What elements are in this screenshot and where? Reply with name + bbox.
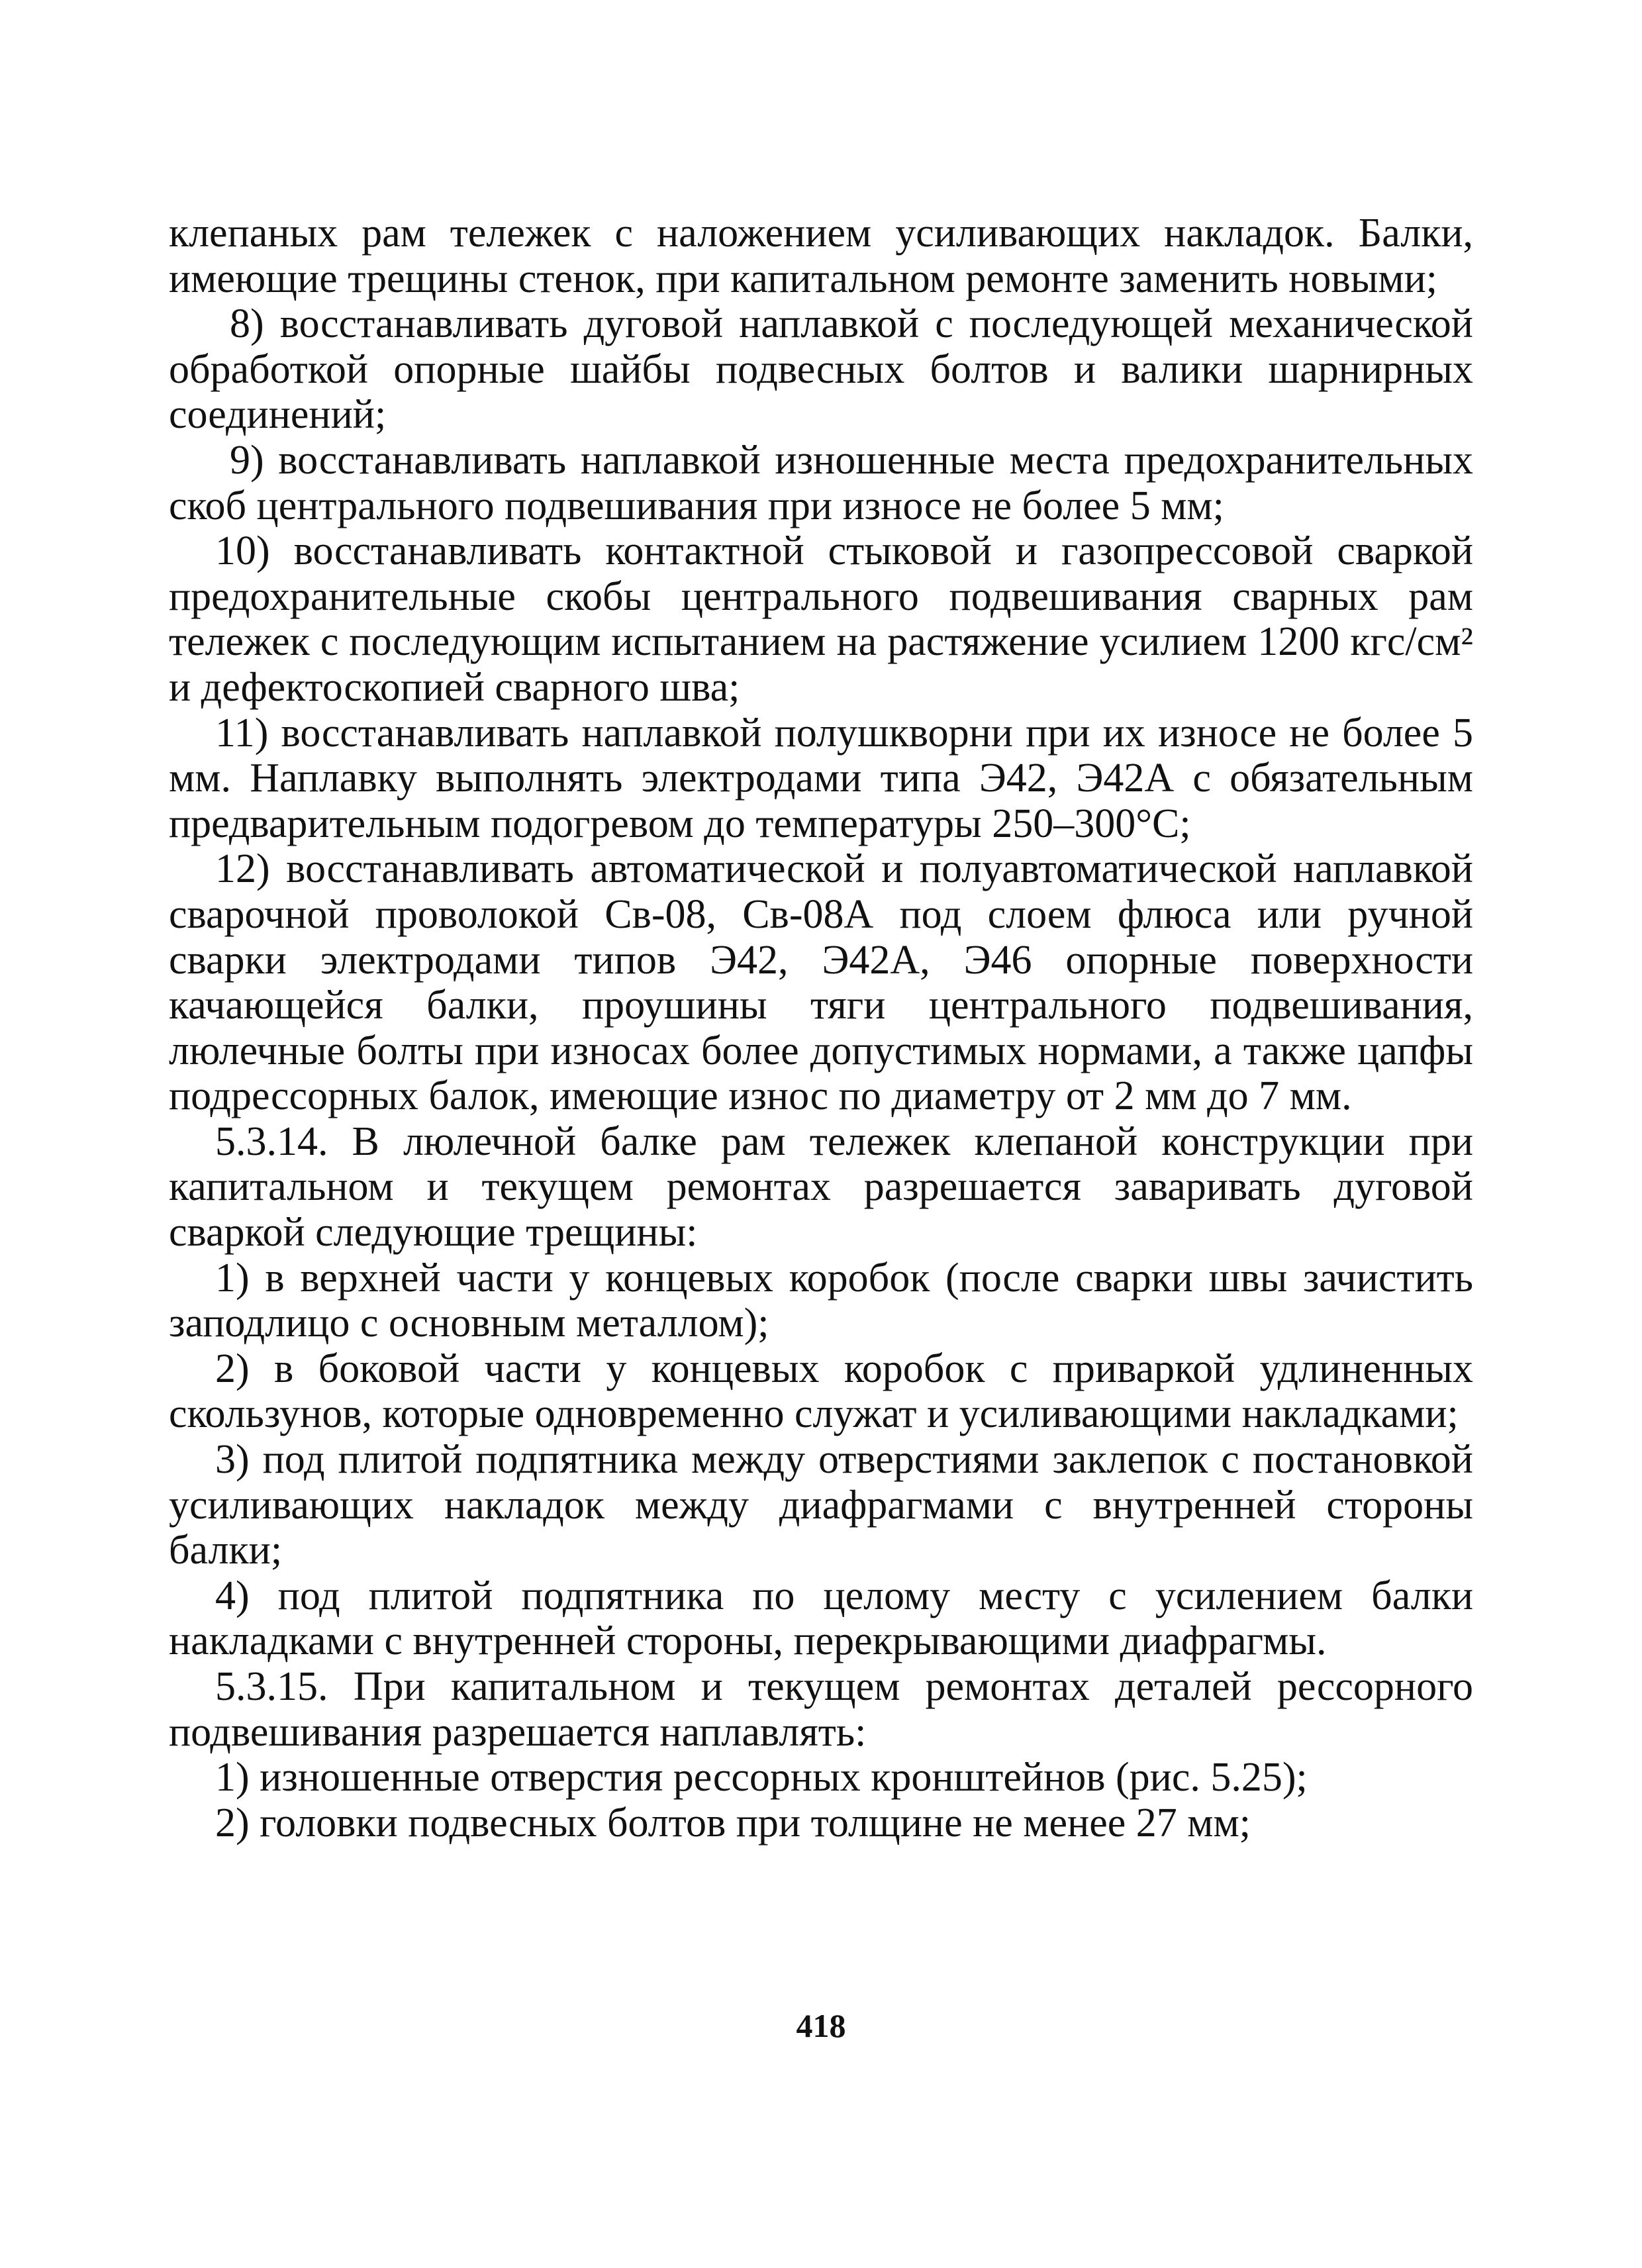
page-number: 418 — [796, 2007, 846, 2044]
crack-item-2: 2) в боковой части у концевых коробок с приваркой удлиненных скользунов, которые одновременно служат и усиливающими накладками; — [169, 1346, 1473, 1437]
body-text — [169, 211, 1473, 1846]
list-item-11: 11) восстанавливать наплавкой полушкворни при их износе не более 5 мм. Наплавку выполнять электродами типа Э42, Э42А с обязательным предварительным подогревом до температуры 250–300°С; — [169, 710, 1473, 846]
surfacing-item-1: 1) изношенные отверстия рессорных кронштейнов (рис. 5.25); — [215, 1755, 1308, 1800]
paragraph-continuation: клепаных рам тележек с наложением усиливающих накладок. Балки, имеющие трещины стенок, при капитальном ремонте заменить новыми; — [169, 211, 1473, 301]
list-item-9: 9) восстанавливать наплавкой изношенные места предохранительных скоб центрального подвешивания при износе не более 5 мм; — [169, 437, 1473, 528]
crack-item-4: 4) под плитой подпятника по целому месту с усилением балки накладками с внутренней стороны, перекрывающими диафрагмы. — [169, 1573, 1473, 1664]
list-item-12: 12) восстанавливать автоматической и полуавтоматической наплавкой сварочной проволокой Св-08, Св-08А под слоем флюса или ручной сварки электродами типов Э42, Э42А, Э46 опорные поверхности качающейся балки, проушины тяги центрального подвешивания, люлечные болты при износах более допустимых нормами, а также цапфы подрессорных балок, имеющие износ по диаметру от 2 мм до 7 мм. — [169, 846, 1473, 1119]
crack-item-3: 3) под плитой подпятника между отверстиями заклепок с постановкой усиливающих накладок между диафрагмами с внутренней стороны балки; — [169, 1437, 1473, 1573]
crack-item-1: 1) в верхней части у концевых коробок (после сварки швы зачистить заподлицо с основным металлом); — [169, 1255, 1473, 1346]
section-5-3-15: 5.3.15. При капитальном и текущем ремонтах деталей рессорного подвешивания разрешается наплавлять: — [169, 1664, 1473, 1755]
section-5-3-14: 5.3.14. В люлечной балке рам тележек клепаной конструкции при капитальном и текущем ремонтах разрешается заваривать дуговой сваркой следующие трещины: — [169, 1118, 1473, 1256]
surfacing-item-2: 2) головки подвесных болтов при толщине не менее 27 мм; — [215, 1800, 1251, 1846]
list-item-8: 8) восстанавливать дуговой наплавкой с последующей механической обработкой опорные шайбы подвесных болтов и валики шарнирных соединений; — [169, 301, 1473, 438]
list-item-10: 10) восстанавливать контактной стыковой и газопрессовой сваркой предохранительные скобы центрального подвешивания сварных рам тележек с последующим испытанием на растяжение усилием 1200 кгс/см² и дефектоскопией сварного шва; — [169, 528, 1473, 710]
